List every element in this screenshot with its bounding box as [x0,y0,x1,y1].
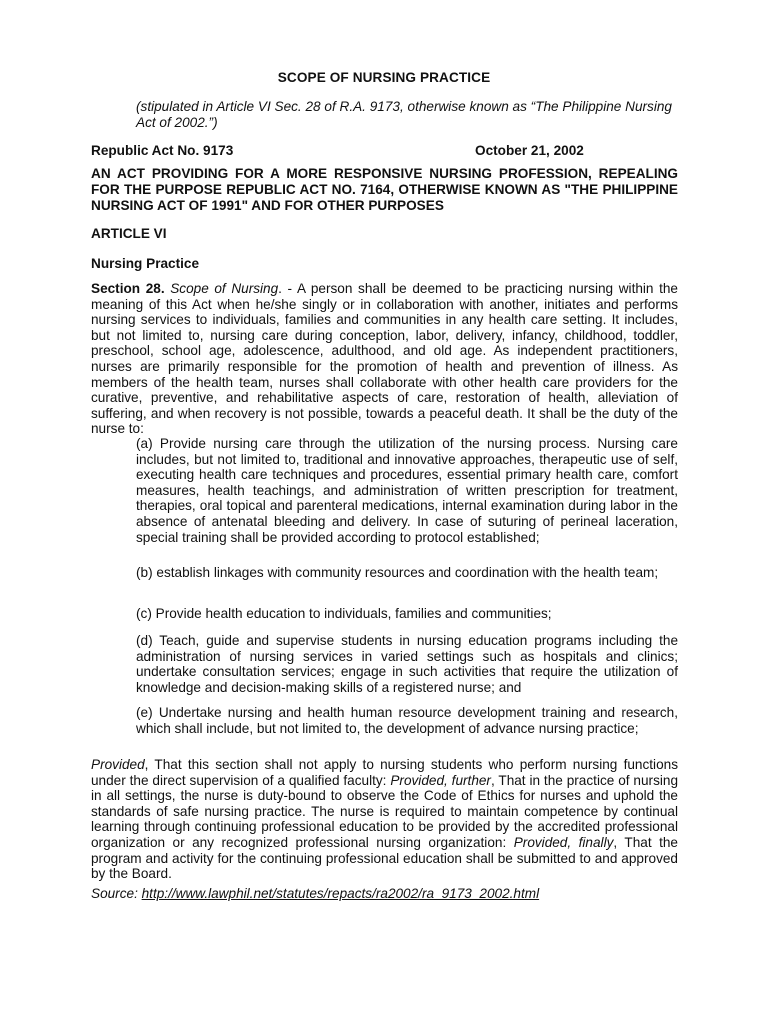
proviso-text-2: , That in the practice of nursing in all settings, the nurse is duty-bound to observe the Code of Ethics for nurses and uphold the standards of safe nursing practice. The nurse is required to maintain competence by continual learning through continuing professional education to be provided by the accredited professional organization or any recognized professional nursing organization: [91,772,679,850]
proviso-text-1: , That this section shall not apply to nursing students who perform nursing functions under the direct supervision of a qualified faculty: [91,757,678,788]
duty-item-a: (a) Provide nursing care through the utilization of the nursing process. Nursing care includes, but not limited to, traditional and innovative approaches, therapeutic use of self, executing health care techniques and procedures, essential primary health care, comfort measures, health teachings, and administration of written prescription for treatment, therapies, oral topical and parenteral medications, internal examination during labor in the absence of antenatal bleeding and delivery. In case of suturing of perineal laceration, special training shall be provided according to protocol established; [136,436,678,545]
source-label: Source: [91,886,142,901]
section-heading: Scope of Nursing [170,281,279,296]
document-subtitle: (stipulated in Article VI Sec. 28 of R.A. 9173, otherwise known as “The Philippine Nursing Act of 2002.”) [136,99,672,130]
proviso-provided: Provided [91,757,145,772]
section-28-paragraph [91,281,678,437]
proviso-provided-further: Provided, further [390,772,491,788]
proviso-provided-finally: Provided, finally [513,834,614,850]
document-title: SCOPE OF NURSING PRACTICE [277,70,491,85]
source-line [91,886,539,901]
section-text: . - A person shall be deemed to be practicing nursing within the meaning of this Act when he/she singly or in collaboration with another, initiates and performs nursing services to individuals, families and communities in any health care setting. It includes, but not limited to, nursing care during conception, labor, delivery, infancy, childhood, toddler, preschool, school age, adolescence, adulthood, and old age. As independent practitioners, nurses are primarily responsible for the promotion of health and prevention of illness. As members of the health team, nurses shall collaborate with other health care providers for the curative, preventive, and rehabilitative aspects of care, restoration of health, alleviation of suffering, and when recovery is not possible, towards a peaceful death. It shall be the duty of the nurse to: [91,281,678,437]
source-link[interactable]: http://www.lawphil.net/statutes/repacts/ra2002/ra_9173_2002.html [141,886,540,901]
act-heading: AN ACT PROVIDING FOR A MORE RESPONSIVE NURSING PROFESSION, REPEALING FOR THE PURPOSE REPUBLIC ACT NO. 7164, OTHERWISE KNOWN AS "THE PHILIPPINE NURSING ACT OF 1991" AND FOR OTHER PURPOSES [91,166,678,213]
article-title: Nursing Practice [91,256,200,271]
act-date: October 21, 2002 [475,143,584,158]
act-info-row [91,143,679,158]
act-number: Republic Act No. 9173 [91,143,234,158]
article-heading: ARTICLE VI [91,226,167,241]
duty-item-d: (d) Teach, guide and supervise students in nursing education programs including the administration of nursing services in varied settings such as hospitals and clinics; undertake consultation services; engage in such activities that require the utilization of knowledge and decision-making skills of a registered nurse; and [136,633,678,695]
duty-item-b: (b) establish linkages with community resources and coordination with the health team; [136,565,659,580]
proviso-paragraph [91,757,678,882]
duty-item-e: (e) Undertake nursing and health human resource development training and research, which shall include, but not limited to, the development of advance nursing practice; [136,705,678,736]
duty-item-c: (c) Provide health education to individuals, families and communities; [136,606,552,621]
section-label: Section 28. [91,281,165,296]
proviso-text-3: , That the program and activity for the continuing professional education shall be submitted to and approved by the Board. [91,834,678,882]
